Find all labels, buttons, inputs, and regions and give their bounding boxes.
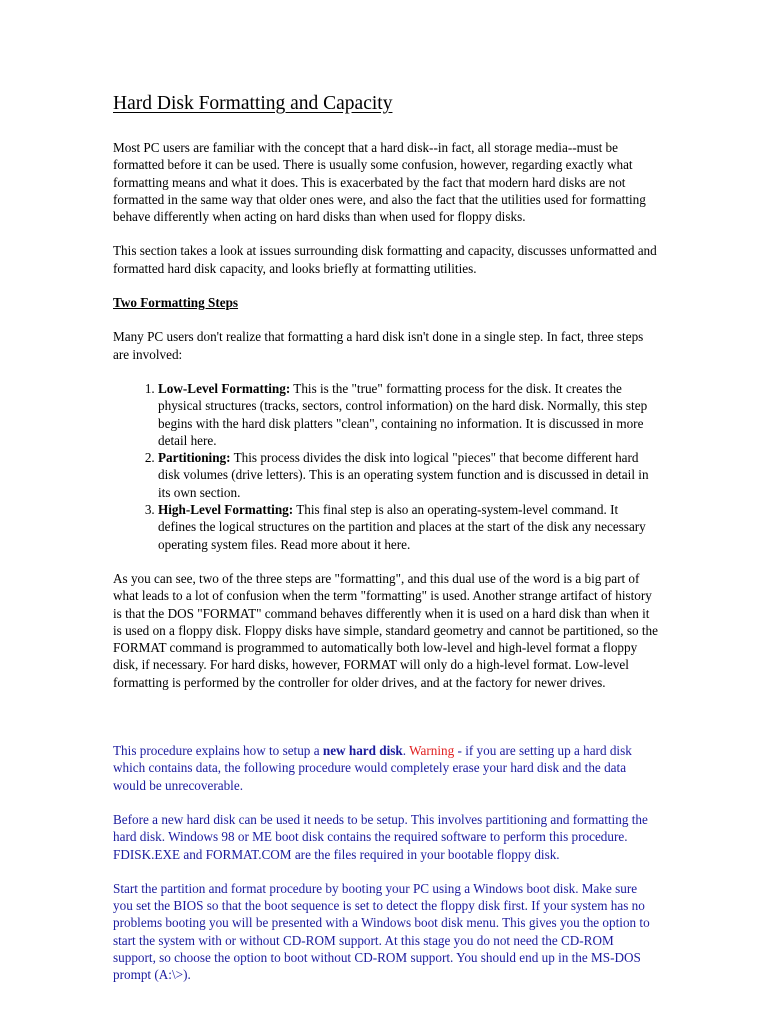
procedure-text: This procedure explains how to setup a (113, 743, 323, 759)
list-item (158, 380, 659, 449)
steps-intro-paragraph: Many PC users don't realize that formatting a hard disk isn't done in a single step. In fact, three steps are involved: (113, 329, 644, 362)
page-title: Hard Disk Formatting and Capacity (113, 93, 393, 114)
document-body (113, 92, 659, 1001)
step-text: This final step is also an operating-system-level command. It defines the logical structures on the partition and places at the start of the disk any necessary operating system files. Read more about it here. (158, 502, 646, 552)
spacer (113, 708, 659, 742)
step-term: High-Level Formatting: (158, 502, 294, 518)
step-text: This process divides the disk into logical "pieces" that become different hard disk volumes (drive letters). This is an operating system function and is discussed in detail in its own section. (158, 450, 649, 500)
step-term: Low-Level Formatting: (158, 380, 291, 396)
section-heading: Two Formatting Steps (113, 295, 239, 311)
list-item (158, 449, 659, 501)
intro-paragraph: Most PC users are familiar with the concept that a hard disk--in fact, all storage media--must be formatted before it can be used. There is usually some confusion, however, regarding exactly what formatting means and what it does. This is exacerbated by the fact that modern hard disks are not formatted in the same way that older ones were, and also the fact that the utilities used for formatting behave differently when acting on hard disks than when used for floppy disks. (113, 140, 646, 225)
step-term: Partitioning: (158, 450, 231, 466)
step-text: This is the "true" formatting process for the disk. It creates the physical structures (tracks, sectors, control information) on the hard disk. Normally, this step begins with the hard disk platters "clean", containing no information. It is discussed in more detail here. (158, 380, 648, 448)
warning-label: Warning (409, 743, 455, 759)
procedure-paragraph-2: Before a new hard disk can be used it needs to be setup. This involves partitioning and formatting the hard disk. Windows 98 or ME boot disk contains the required software to perform this procedure. FDISK.EXE and FORMAT.COM are the files required in your bootable floppy disk. (113, 811, 648, 862)
formatting-steps-list (113, 380, 659, 553)
procedure-bold-text: new hard disk (322, 743, 403, 759)
procedure-paragraph-3: Start the partition and format procedure by booting your PC using a Windows boot disk. Make sure you set the BIOS so that the boot sequence is set to detect the floppy disk first. If your system has no problems booting you will be presented with a Windows boot disk menu. This gives you the option to start the system with or without CD-ROM support. At this stage you do not need the CD-ROM support, so choose the option to boot without CD-ROM support. You should end up in the MS-DOS prompt (A:\>). (113, 880, 650, 983)
confusion-paragraph: As you can see, two of the three steps are "formatting", and this dual use of the word is a big part of what leads to a lot of confusion when the term "formatting" is used. Another strange artifact of history is that the DOS "FORMAT" command behaves differently when it is used on a hard disk than when it is used on a floppy disk. Floppy disks have simple, standard geometry and cannot be partitioned, so the FORMAT command is programmed to automatically both low-level and high-level format a floppy disk, if necessary. For hard disks, however, FORMAT will only do a high-level format. Low-level formatting is performed by the controller for older drives, and at the factory for newer drives. (113, 570, 658, 690)
procedure-paragraph-1 (113, 742, 659, 794)
list-item (158, 501, 659, 553)
section-summary-paragraph: This section takes a look at issues surrounding disk formatting and capacity, discusses unformatted and formatted hard disk capacity, and looks briefly at formatting utilities. (113, 243, 657, 276)
procedure-text: . (402, 743, 410, 759)
procedure-text: - if you are setting up a hard disk which contains data, the following procedure would completely erase your hard disk and the data would be unrecoverable. (113, 743, 632, 793)
